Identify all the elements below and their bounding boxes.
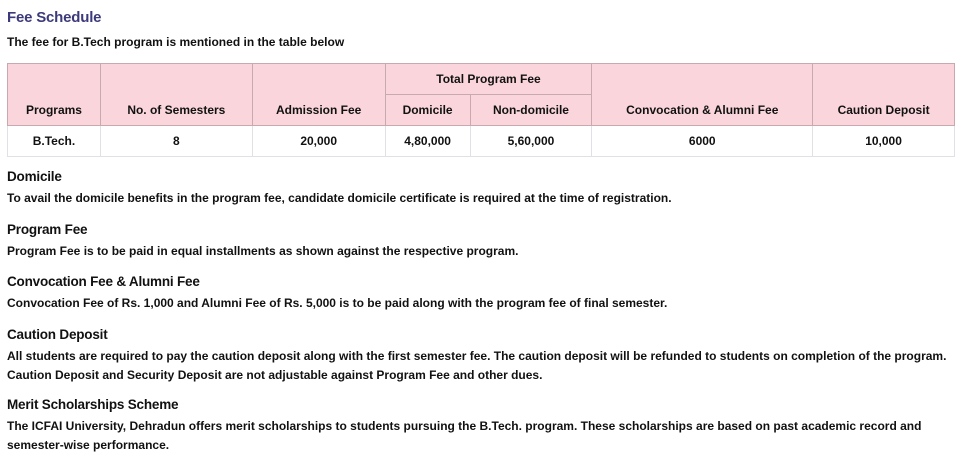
section-text: Program Fee is to be paid in equal installments as shown against the respective program. bbox=[7, 244, 519, 258]
cell-domicile: 4,80,000 bbox=[385, 126, 470, 157]
section-caution-deposit bbox=[7, 327, 959, 385]
header-total-program-fee: Total Program Fee bbox=[385, 64, 592, 95]
page-title: Fee Schedule bbox=[7, 9, 102, 26]
header-programs: Programs bbox=[8, 64, 101, 126]
cell-non-domicile: 5,60,000 bbox=[470, 126, 592, 157]
fee-table bbox=[7, 63, 955, 157]
cell-program: B.Tech. bbox=[8, 126, 101, 157]
cell-caution-deposit: 10,000 bbox=[813, 126, 955, 157]
section-heading: Convocation Fee & Alumni Fee bbox=[7, 274, 200, 289]
section-heading: Caution Deposit bbox=[7, 327, 108, 342]
section-domicile bbox=[7, 169, 959, 208]
section-text: Convocation Fee of Rs. 1,000 and Alumni Fee of Rs. 5,000 is to be paid along with the program fee of final semester. bbox=[7, 296, 668, 310]
table-header-row bbox=[8, 64, 955, 95]
section-program-fee bbox=[7, 222, 959, 261]
section-text: The ICFAI University, Dehradun offers merit scholarships to students pursuing the B.Tech. program. These scholarships are based on past academic record and semester-wise performance. bbox=[7, 419, 922, 452]
table-row bbox=[8, 126, 955, 157]
header-convocation-alumni-fee: Convocation & Alumni Fee bbox=[592, 64, 813, 126]
section-heading: Program Fee bbox=[7, 222, 88, 237]
header-semesters: No. of Semesters bbox=[100, 64, 252, 126]
section-text: To avail the domicile benefits in the program fee, candidate domicile certificate is required at the time of registration. bbox=[7, 191, 672, 205]
header-non-domicile: Non-domicile bbox=[470, 95, 592, 126]
header-admission-fee: Admission Fee bbox=[252, 64, 385, 126]
intro-text: The fee for B.Tech program is mentioned in the table below bbox=[7, 35, 345, 49]
cell-convocation-alumni-fee: 6000 bbox=[592, 126, 813, 157]
header-caution-deposit: Caution Deposit bbox=[813, 64, 955, 126]
cell-semesters: 8 bbox=[100, 126, 252, 157]
section-text: All students are required to pay the caution deposit along with the first semester fee. The caution deposit will be refunded to students on completion of the program. Caution Deposit and Security Deposit are not adjustable against Program Fee and other dues. bbox=[7, 349, 947, 382]
section-convocation-alumni-fee bbox=[7, 274, 959, 313]
header-domicile: Domicile bbox=[385, 95, 470, 126]
section-merit-scholarships bbox=[7, 397, 959, 455]
section-heading: Domicile bbox=[7, 169, 62, 184]
cell-admission-fee: 20,000 bbox=[252, 126, 385, 157]
section-heading: Merit Scholarships Scheme bbox=[7, 397, 179, 412]
